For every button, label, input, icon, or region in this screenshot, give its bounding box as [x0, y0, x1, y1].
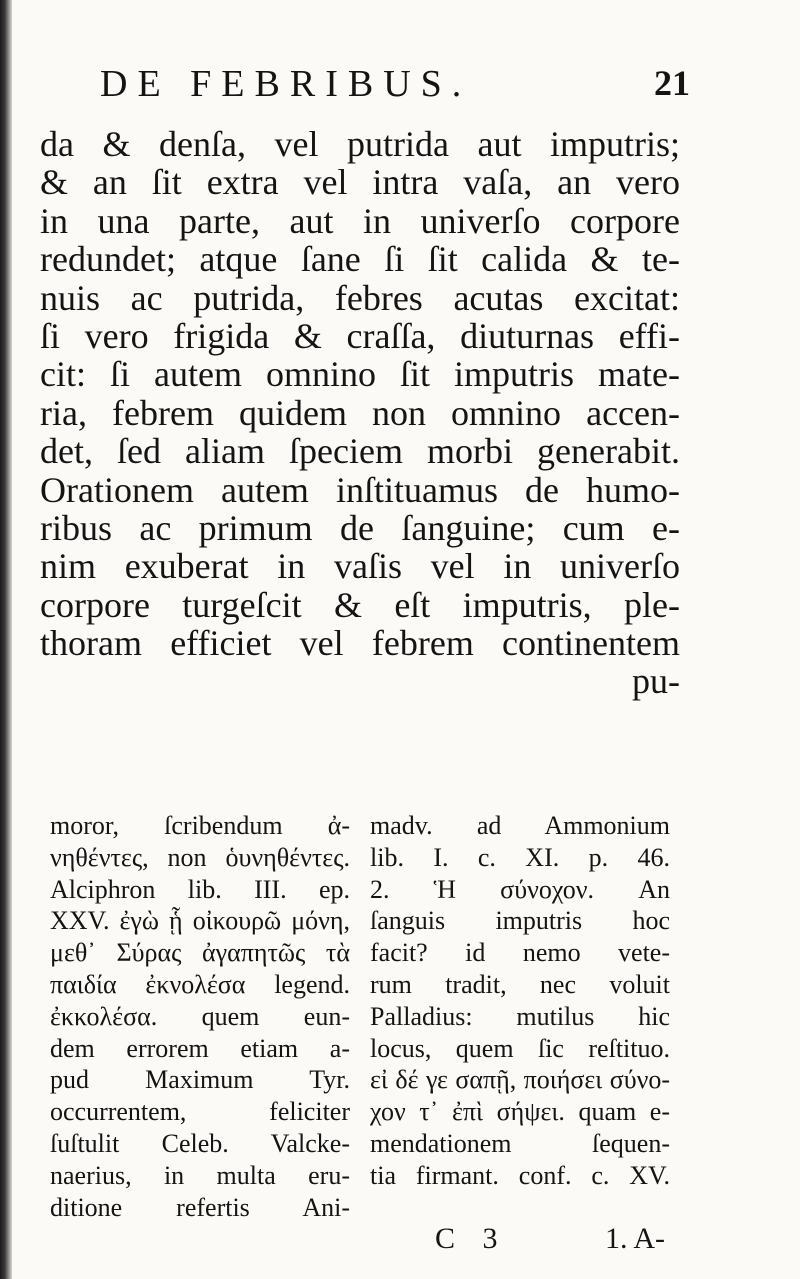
main-text-line: corpore turgeſcit & eſt imputris, ple- [40, 584, 680, 625]
footnote-line: dem errorem etiam a- [50, 1033, 350, 1063]
main-text-line: & an ſit extra vel intra vaſa, an vero [40, 162, 680, 203]
footnote-line: ditione refertis Ani- [50, 1192, 350, 1222]
running-title: DE FEBRIBUS. [100, 63, 472, 105]
main-text-line: Orationem autem inſtituamus de humo- [40, 469, 680, 510]
footnote-line: tia firmant. conf. c. XV. [370, 1160, 670, 1190]
footnote-line: 2. Ἡ σύνοχον. An [370, 874, 670, 904]
page-number: 21 [654, 63, 690, 103]
footnote-line: παιδία ἐκνολέσα legend. [50, 969, 350, 999]
footnotes [40, 810, 680, 1230]
footnote-line: mendationem ſequen- [370, 1128, 670, 1158]
footnote-column-right [370, 810, 670, 1192]
main-text-line: da & denſa, vel putrida aut imputris; [40, 124, 680, 164]
footnote-line: χον τ᾽ ἐπὶ σήψει. quam e- [370, 1097, 670, 1127]
main-text-line: thoram efficiet vel febrem continentem [40, 623, 680, 664]
main-text-line: det, ſed aliam ſpeciem morbi generabit. [40, 431, 680, 472]
main-text-line: nim exuberat in vaſis vel in univerſo [40, 546, 680, 587]
footnote-catchword: 1. A- [605, 1222, 665, 1255]
footnote-line: locus, quem ſic reſtituo. [370, 1033, 670, 1063]
footnote-line: pud Maximum Tyr. [50, 1065, 350, 1095]
footnote-line: madv. ad Ammonium [370, 811, 670, 840]
main-text-line: redundet; atque ſane ſi ſit calida & te- [40, 239, 680, 280]
footnote-line: ſanguis imputris hoc [370, 906, 670, 936]
catchword: pu- [632, 661, 680, 702]
footnote-line: μεθ᾽ Σύρας ἀγαπητῶς τὰ [50, 938, 350, 968]
footnote-line: facit? id nemo vete- [370, 938, 670, 968]
footnote-line: XXV. ἐγὼ ᾗ οἰκουρῶ μόνη, [50, 906, 350, 936]
main-text-block [40, 125, 680, 701]
footnote-line: lib. I. c. XI. p. 46. [370, 842, 670, 872]
main-text-line: nuis ac putrida, febres acutas excitat: [40, 277, 680, 318]
main-text-line: ria, febrem quidem non omnino accen- [40, 392, 680, 433]
footnote-column-left [50, 810, 350, 1223]
main-text-line: ſi vero frigida & craſſa, diuturnas effi- [40, 315, 680, 356]
footnote-line: moror, ſcribendum ἀ- [50, 811, 350, 840]
footnote-line: rum tradit, nec voluit [370, 969, 670, 999]
footnote-line: εἰ δέ γε σαπῇ, ποιήσει σύνο- [370, 1065, 670, 1095]
footnote-line: ἐκκολέσα. quem eun- [50, 1001, 350, 1031]
footnote-line: Palladius: mutilus hic [370, 1001, 670, 1031]
footnote-line: ſuſtulit Celeb. Valcke- [50, 1128, 350, 1158]
main-text-line: in una parte, aut in univerſo corpore [40, 200, 680, 241]
footnote-line: νηθέντες, non ὁυνηθέντες. [50, 842, 350, 872]
footnote-line: naerius, in multa eru- [50, 1160, 350, 1190]
footnote-line: occurrentem, feliciter [50, 1097, 350, 1127]
page-gutter-shadow [0, 0, 12, 1279]
main-text-line: ribus ac primum de ſanguine; cum e- [40, 507, 680, 548]
signature-mark: C 3 [435, 1222, 508, 1255]
page-header [100, 62, 690, 112]
main-text-line: cit: ſi autem omnino ſit imputris mate- [40, 354, 680, 395]
footnote-line: Alciphron lib. III. ep. [50, 874, 350, 904]
